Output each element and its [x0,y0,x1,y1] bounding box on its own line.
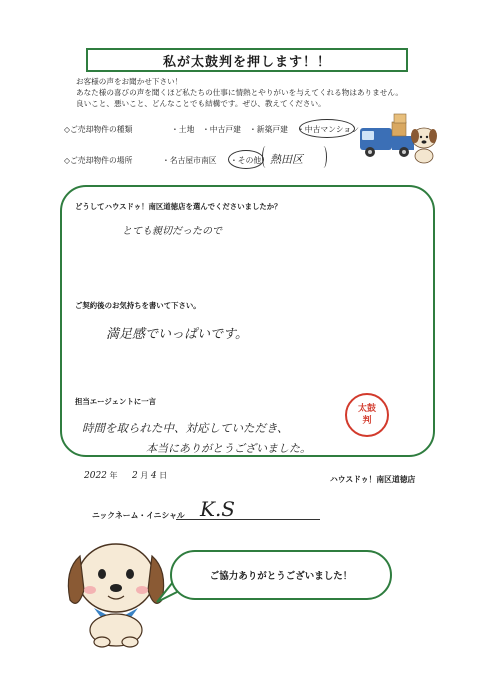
handwritten-location: 熱田区 [270,153,303,166]
nickname-underline [176,519,320,520]
paren-close [320,146,327,168]
date-day: 4 [150,471,157,481]
date-month: 2 [132,471,138,481]
paren-open [262,146,269,168]
store-name: ハウスドゥ！南区道徳店 [330,475,416,484]
property-type-label: ◇ご売却物件の種類 [64,125,133,134]
stamp-text-1: 太鼓 [357,404,376,414]
nickname-label: ニックネーム・イニシャル [92,511,185,520]
date-day-label: 日 [159,471,168,480]
option-nagoya-minami[interactable]: ・名古屋市南区 [162,156,217,165]
answer-3-line-2: 本当にありがとうございました。 [146,442,311,455]
option-used-house[interactable]: ・中古戸建 [202,125,241,134]
answer-1: とても親切だったので [122,226,222,237]
option-other[interactable]: ・その他 [230,156,262,165]
option-land[interactable]: ・土地 [171,125,195,134]
intro-line-1: お客様の声をお聞かせ下さい！ [76,77,183,86]
taikoban-stamp [345,393,389,437]
option-used-mansion[interactable]: ・中古マンション [297,125,360,134]
intro-line-2: あなた様の喜びの声を聞くほど私たちの仕事に情熱とやりがいを与えてくれる物はありません。 [76,88,403,97]
option-new-house[interactable]: ・新築戸建 [249,125,288,134]
answer-3-line-1: 時間を取られた中、対応していただき、 [82,421,289,435]
selected-circle [299,119,355,138]
date-year-label: 年 [109,471,118,480]
intro-line-3: 良いこと、悪いこと、どんなことでも結構です。ぜひ、教えてください。 [76,99,326,108]
question-2: ご契約後のお気持ちを書いて下さい。 [75,301,201,310]
other-selected-circle [228,150,264,169]
date-month-label: 月 [140,471,149,480]
thanks-text: ご協力ありがとうございました！ [209,571,353,582]
date-line [84,470,167,481]
question-3: 担当エージェントに一言 [75,397,157,406]
date-year: 2022 [84,471,107,481]
thanks-bubble [170,550,392,600]
answer-2: 満足感でいっぱいです。 [106,327,248,342]
question-1: どうしてハウスドゥ！南区道徳店を選んでくださいましたか？ [75,202,282,211]
property-location-label: ◇ご売却物件の場所 [64,156,133,165]
stamp-text-2: 判 [362,416,372,426]
nickname-value: K.S [200,497,235,521]
page-title: 私が太鼓判を押します！！ [86,48,408,72]
truck-dog-illustration [358,112,440,166]
